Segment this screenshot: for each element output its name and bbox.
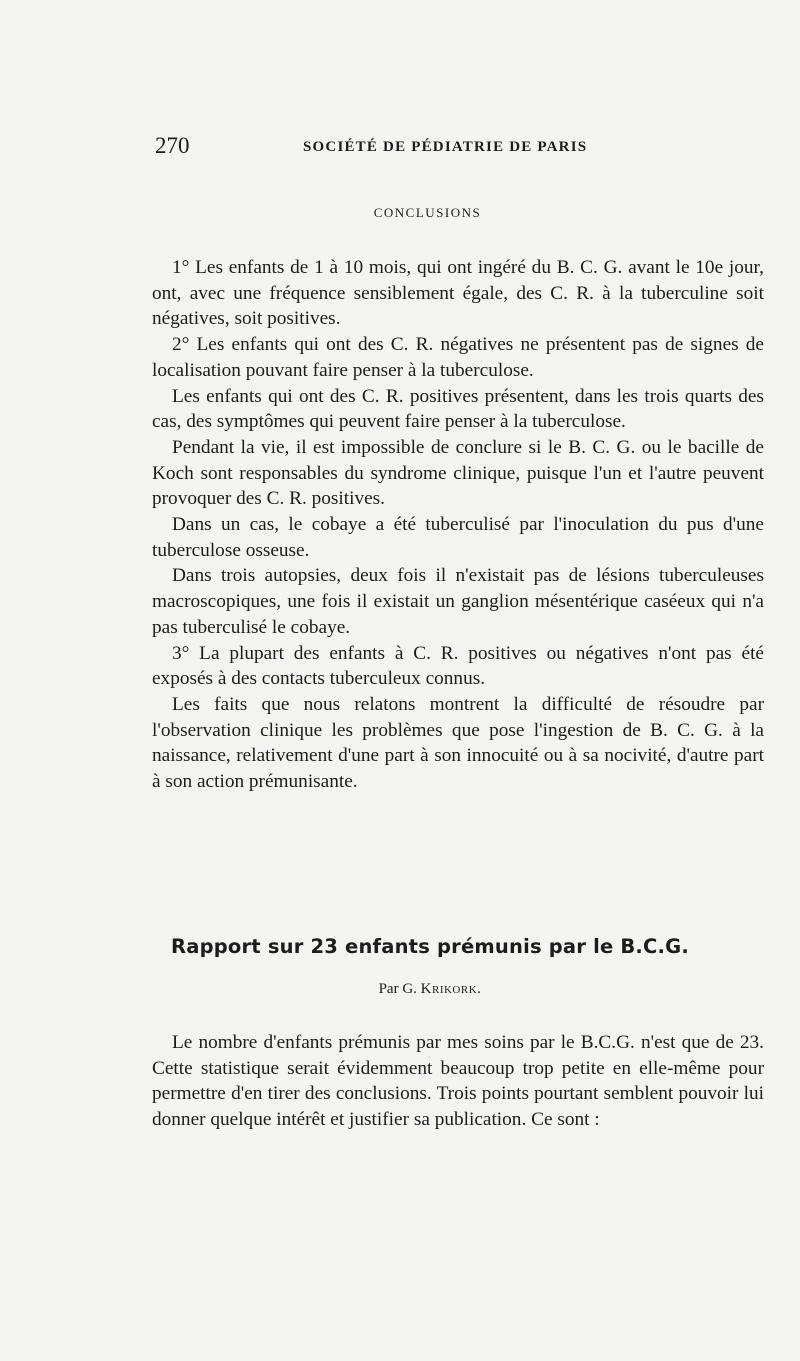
report-title: Rapport sur 23 enfants prémunis par le B.C.G. <box>171 935 689 958</box>
conclusions-heading: CONCLUSIONS <box>373 205 482 220</box>
byline-author: Krikork. <box>420 981 482 997</box>
paragraph: 2° Les enfants qui ont des C. R. négatives ne présentent pas de signes de localisation pouvant faire penser à la tuberculose. <box>152 334 764 381</box>
paragraph: Dans trois autopsies, deux fois il n'existait pas de lésions tuberculeuses macroscopiques, une fois il existait un ganglion mésentérique caséeux qui n'a pas tuberculisé le cobaye. <box>152 565 764 638</box>
paragraph: Dans un cas, le cobaye a été tuberculisé par l'inoculation du pus d'une tuberculose osseuse. <box>152 514 764 561</box>
paragraph: Les faits que nous relatons montrent la difficulté de résoudre par l'observation clinique les problèmes que pose l'ingestion de B. C. G. à la naissance, relativement d'une part à son innocuité ou à sa nocivité, d'autre part à son action prémunisante. <box>152 693 764 793</box>
journal-title: SOCIÉTÉ DE PÉDIATRIE DE PARIS <box>303 139 588 155</box>
paragraph: 3° La plupart des enfants à C. R. positives ou négatives n'ont pas été exposés à des contacts tuberculeux connus. <box>152 642 764 690</box>
report-byline <box>0 981 800 998</box>
paragraph: Le nombre d'enfants prémunis par mes soins par le B.C.G. n'est que de 23. Cette statistique serait évidemment beaucoup trop petite en elle-même pour permettre d'en tirer des conclusions. Trois points pourtant semblent pouvoir lui donner quelque intérêt et justifier sa publication. Ce sont : <box>152 1032 764 1131</box>
report-body <box>152 1030 764 1133</box>
paragraph: 1° Les enfants de 1 à 10 mois, qui ont ingéré du B. C. G. avant le 10e jour, ont, avec une fréquence sensiblement égale, des C. R. à la tuberculine soit négatives, soit positives. <box>152 257 764 330</box>
paragraph: Pendant la vie, il est impossible de conclure si le B. C. G. ou le bacille de Koch sont responsables du syndrome clinique, puisque l'un et l'autre peuvent provoquer des C. R. positives. <box>152 436 764 510</box>
paragraph: Les enfants qui ont des C. R. positives présentent, dans les trois quarts des cas, des symptômes qui peuvent faire penser à la tuberculose. <box>152 385 764 433</box>
page-number: 270 <box>155 133 190 158</box>
conclusions-section <box>152 255 764 795</box>
byline-prefix: Par G. <box>378 981 417 997</box>
running-header <box>155 131 615 161</box>
